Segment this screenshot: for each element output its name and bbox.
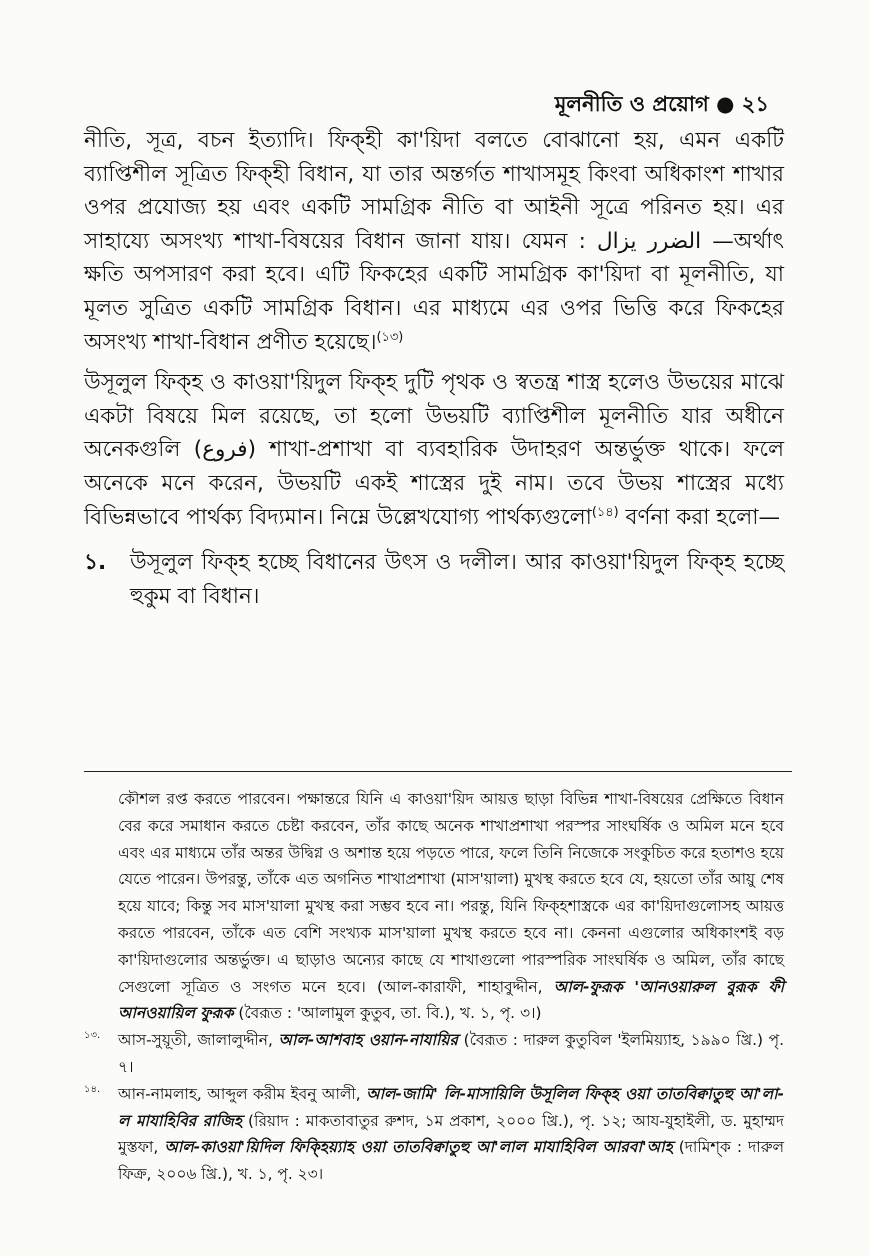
paragraph-2-text-a: উসূলুল ফিক্হ ও কাওয়া'য়িদুল ফিক্হ দুটি পৃথক ও স্বতন্ত্র শাস্ত্র হলেও উভয়ের মাঝে একটা বিষয়ে মিল রয়েছে, তা হলো উভয়টি ব্যাপ্তিশীল মূলনীতি যার অধীনে অনেকগুলি ( (84, 370, 784, 463)
paragraph-1 (84, 124, 784, 359)
paragraph-1-text-a: নীতি, সূত্র, বচন ইত্যাদি। ফিক্হী কা'য়িদা বলতে বোঝানো হয়, এমন একটি ব্যাপ্তিশীল সূত্রিত ফিক্হী বিধান, যা তার অন্তর্গত শাখাসমূহ কিংবা অধিকাংশ শাখার ওপর প্রযোজ্য হয় এবং একটি সামগ্রিক নীতি বা আইনী সূত্রে পরিনত হয়। এর সাহায্যে অসংখ্য শাখা-বিষয়ের বিধান জানা যায়। যেমন : (84, 128, 784, 254)
footnote-continuation (84, 786, 784, 1027)
footnote-14-number: ১৪. (84, 1083, 101, 1095)
footnotes (84, 786, 784, 1188)
footnote-ref-13[interactable]: (১৩) (376, 329, 404, 345)
footnote-14 (84, 1081, 784, 1188)
paragraph-2-text-b: ) শাখা-প্রশাখা বা ব্যবহারিক উদাহরণ অন্তর্ভুক্ত থাকে। ফলে অনেকে মনে করেন, উভয়টি একই শাস্ত্রের দুই নাম। তবে উভয় শাস্ত্রের মধ্যে বিভিন্নভাবে পার্থক্য বিদ্যমান। নিম্নে উল্লেখযোগ্য পার্থক্যগুলো (84, 437, 784, 530)
footnote-continuation-text-b: (বৈরূত : 'আলামুল কুতুব, তা. বি.), খ. ১, পৃ. ৩।) (233, 1004, 542, 1023)
list-item-number: ১. (84, 550, 107, 576)
footnote-13 (84, 1027, 784, 1081)
footnote-14-text-b: (রিয়াদ : মাকতাবাতুর রুশদ, ১ম প্রকাশ, ২০০০ খ্রি.), পৃ. ১২; আয-যুহাইলী, ড. মুহাম্মদ মুস্তফা, (118, 1111, 784, 1157)
paragraph-2-text-c: বর্ণনা করা হলো— (618, 504, 780, 530)
footnote-13-text-b: (বৈরূত : দারুল কুতুবিল 'ইলমিয়্যাহ, ১৯৯০ খ্রি.) পৃ. ৭। (118, 1031, 784, 1076)
book-title: আল-আশবাহ ওয়ান-নাযায়ির (278, 1031, 458, 1050)
book-title: আল-কাওয়া'য়িদিল ফিক্হিয়্যাহ ওয়া তাতবিক্বাতুহু আ'লাল মাযাহিবিল আরবা'আহ (164, 1138, 673, 1157)
paragraph-1-text-b: —অর্থাৎ ক্ষতি অপসারণ করা হবে। এটি ফিকহের একটি সামগ্রিক কা'য়িদা বা মূলনীতি, যা মূলত সুত্রিত একটি সামগ্রিক বিধান। এর মাধ্যমে এর ওপর ভিত্তি করে ফিকহের অসংখ্য শাখা-বিধান প্রণীত হয়েছে। (84, 228, 784, 355)
book-title: আল-জামি' লি-মাসায়িলি উসূলিল ফিক্হ ওয়া তাতবিক্বাতুহু আ'লা-ল মাযাহিবির রাজিহ (118, 1084, 784, 1130)
footnote-14-text-a: আন-নামলাহ, আব্দুল করীম ইবনু আলী, (118, 1084, 367, 1103)
footnote-14-text-c: (দামিশ্‌ক : দারুল ফিক্র, ২০০৬ খ্রি.), খ. ১, পৃ. ২৩। (118, 1138, 784, 1184)
main-text (84, 124, 784, 613)
footnote-13-number: ১৩. (84, 1030, 101, 1042)
paragraph-2 (84, 366, 784, 534)
running-head: মূলনীতি ও প্রয়োগ ● ২১ (554, 92, 769, 116)
footnote-ref-14[interactable]: (১৪) (591, 504, 619, 520)
footnote-divider (84, 771, 792, 772)
arabic-term-furu: فروع (202, 437, 248, 463)
list-item (84, 546, 784, 613)
book-title: আল-ফুরূক 'আনওয়ারুল বুরূক ফী আনওয়ায়িল ফুরূক (118, 977, 785, 1023)
list-item-text: উসূলুল ফিক্হ হচ্ছে বিধানের উৎস ও দলীল। আর কাওয়া'য়িদুল ফিক্হ হচ্ছে হুকুম বা বিধান। (130, 550, 784, 609)
footnote-13-text-a: আস-সুয়ূতী, জালালুদ্দীন, (118, 1031, 279, 1050)
arabic-term-darar: الضرر يزال (597, 228, 702, 254)
footnote-continuation-text-a: কৌশল রপ্ত করতে পারবেন। পক্ষান্তরে যিনি এ কাওয়া'য়িদ আয়ত্ত ছাড়া বিভিন্ন শাখা-বিষয়ের প্রেক্ষিতে বিধান বের করে সমাধান করতে চেষ্টা করবেন, তাঁর কাছে অনেক শাখাপ্রশাখা পরস্পর সাংঘর্ষিক ও অমিল মনে হবে এবং এর মাধ্যমে তাঁর অন্তর উদ্বিগ্ন ও অশান্ত হয়ে পড়তে পারে, ফলে তিনি নিজেকে সংকুচিত করে হতাশও হয়ে যেতে পারেন। উপরন্তু, তাঁকে এত অগনিত শাখাপ্রশাখা (মাস'য়ালা) মুখস্থ করতে হবে যে, হয়তো তাঁর আয়ু শেষ হয়ে যাবে; কিন্তু সব মাস'য়ালা মুখস্থ করা সম্ভব হবে না। পরন্তু, যিনি ফিক্হশাস্ত্রকে এর কা'য়িদাগুলোসহ আয়ত্ত করতে পারবেন, তাঁকে এত বেশি সংখ্যক মাস'য়ালা মুখস্থ করতে হবে না। কেননা এগুলোর অধিকাংশই বড় কা'য়িদাগুলোর অন্তর্ভুক্ত। এ ছাড়াও অন্যের কাছে যে শাখাগুলো পারস্পরিক সাংঘর্ষিক ও অমিল, তাঁর কাছে সেগুলো সূত্রিত ও সংগত মনে হবে। (আল-কারাফী, শাহাবুদ্দীন, (118, 790, 784, 996)
